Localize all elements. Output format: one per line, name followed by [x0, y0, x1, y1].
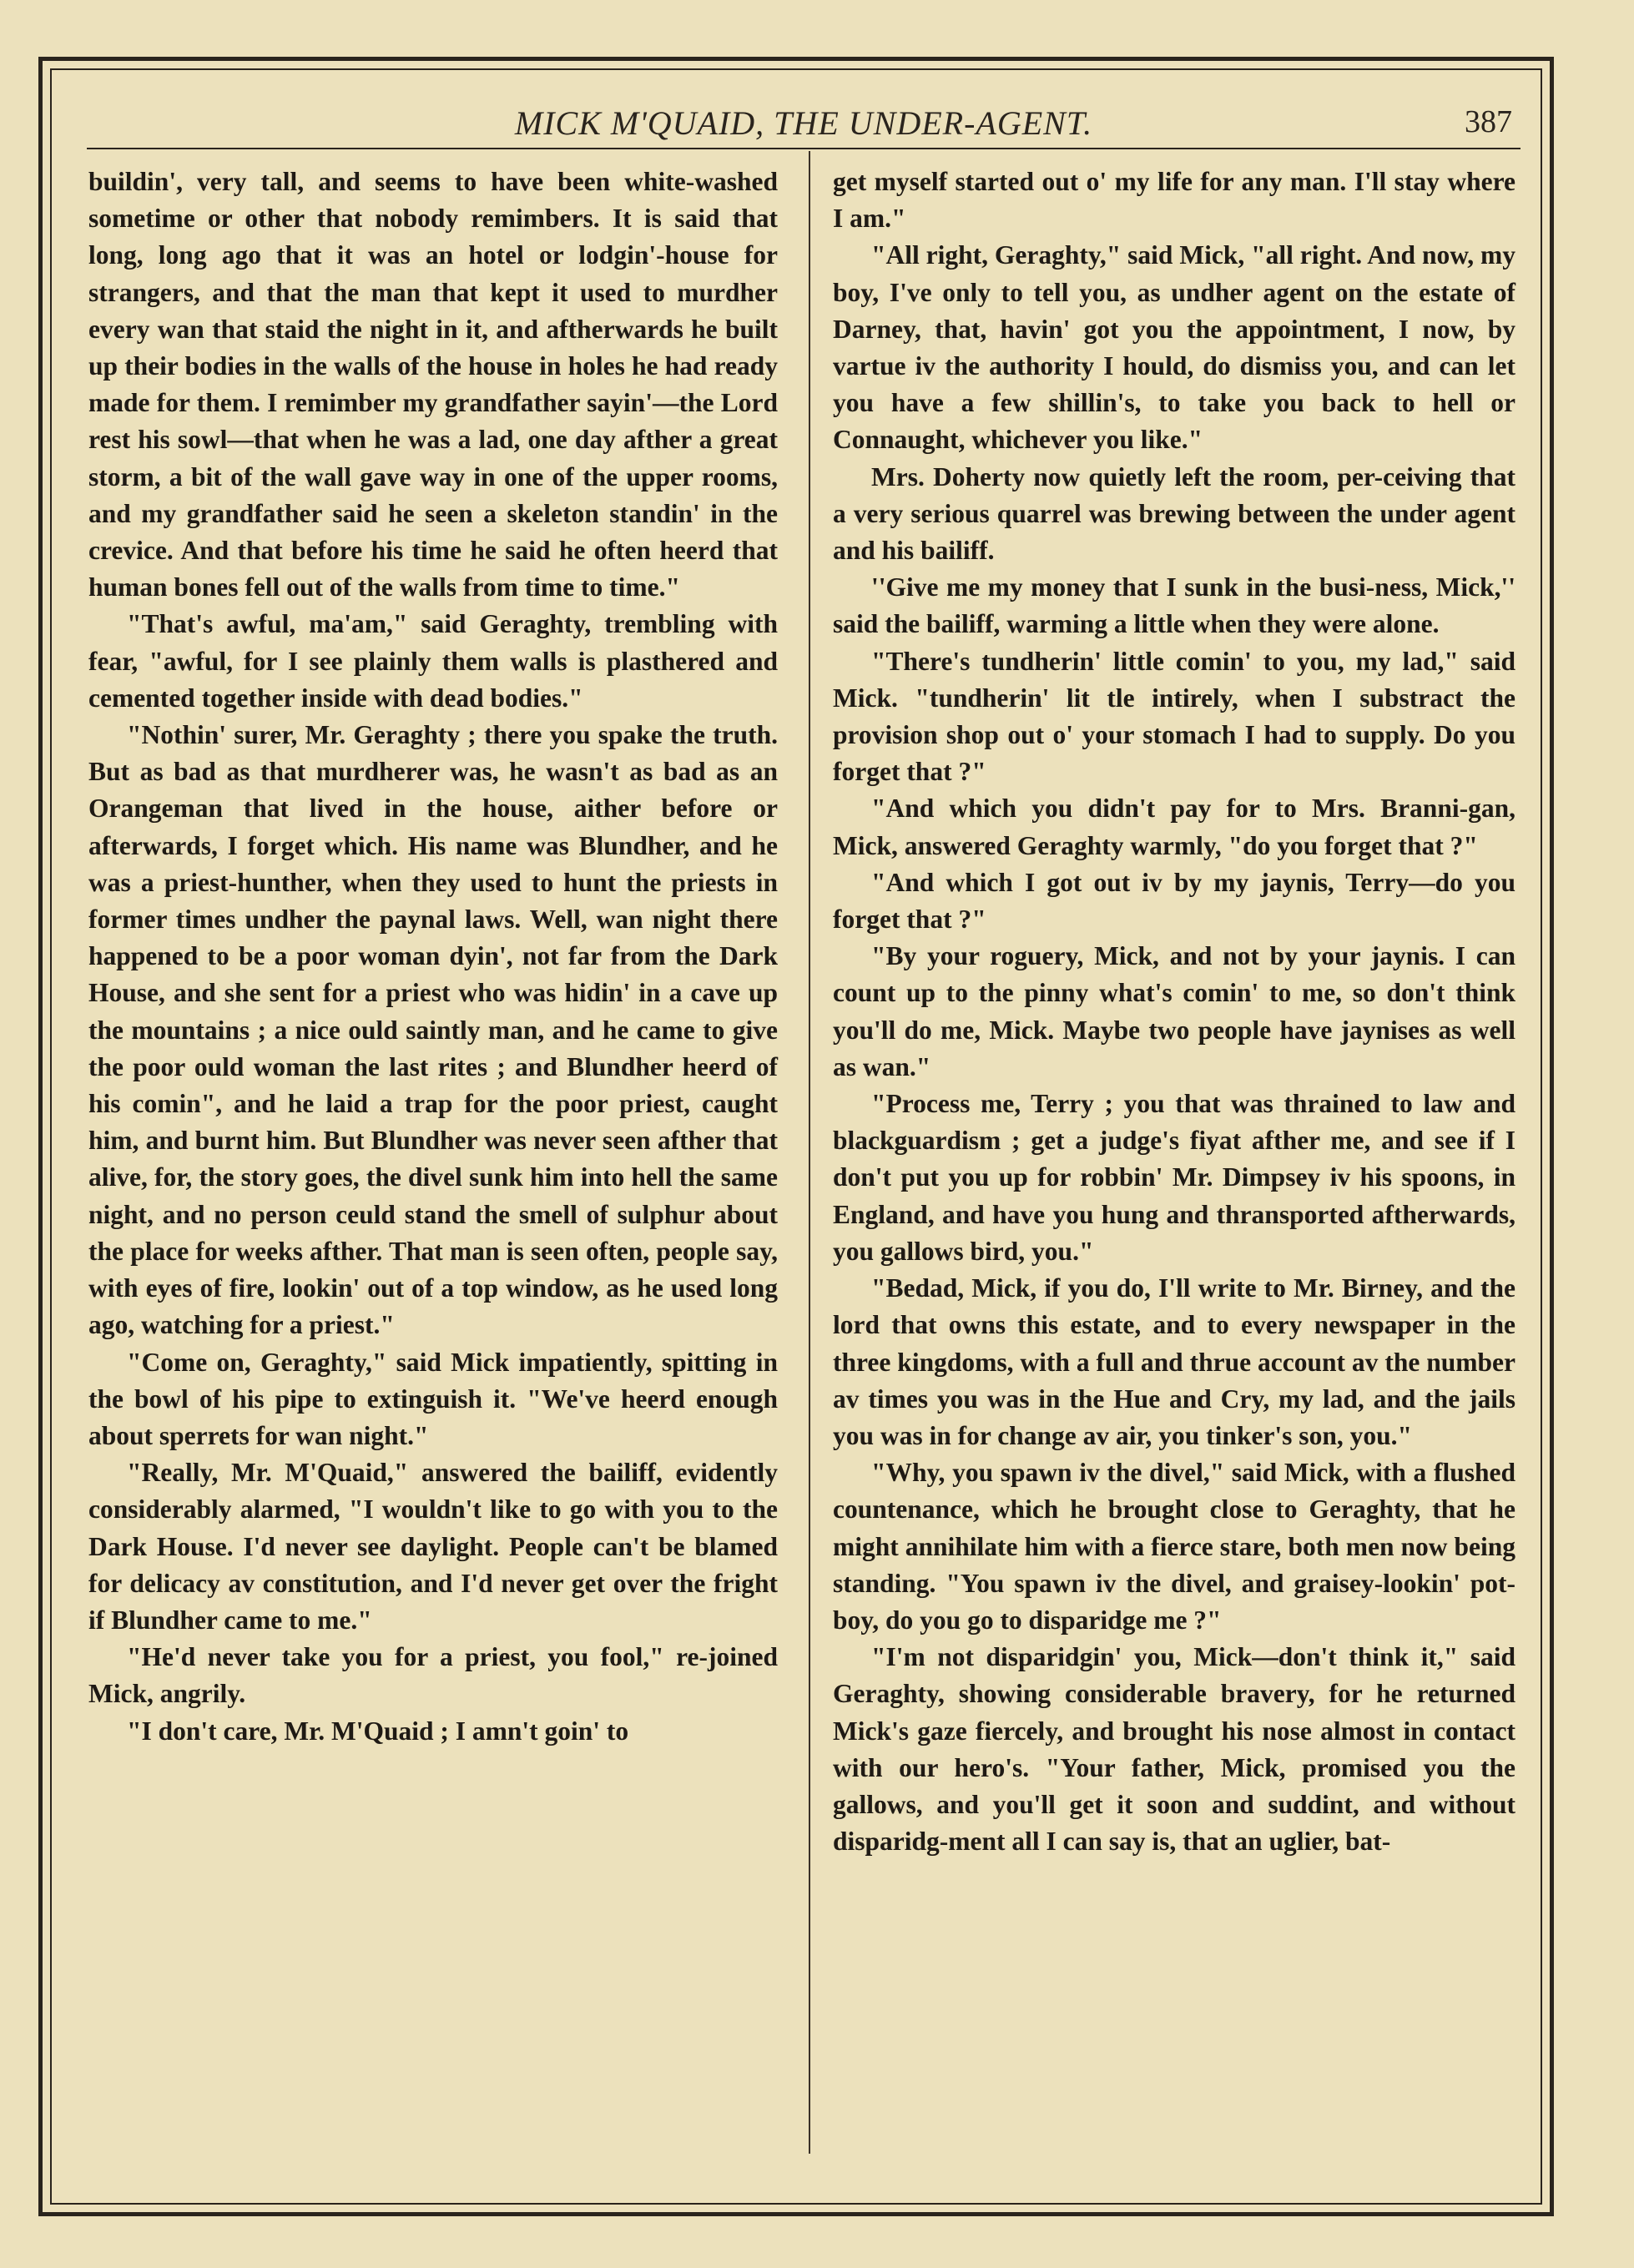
page-number: 387 — [1465, 104, 1512, 139]
right-paragraph: "And which I got out iv by my jaynis, Terry—do you forget that ?" — [833, 867, 1515, 935]
left-paragraph: "Come on, Geraghty," said Mick impatiently, spitting in the bowl of his pipe to extinguish it. "We've heerd enough about sperrets for wan night." — [88, 1347, 778, 1450]
right-paragraph: "Why, you spawn iv the divel," said Mick, with a flushed countenance, which he brought close to Geraghty, that he might annihilate him with a fierce stare, both men now being standing. "You spawn iv the divel, and graisey-lookin' pot-boy, do you go to disparidge me ?" — [833, 1458, 1515, 1635]
right-column — [833, 164, 1515, 1860]
left-paragraph: "That's awful, ma'am," said Geraghty, trembling with fear, "awful, for I see plainly them walls is plasthered and cemented together inside with dead bodies." — [88, 609, 778, 713]
right-paragraph: "There's tundherin' little comin' to you, my lad," said Mick. "tundherin' lit tle intirely, when I substract the provision shop out o' your stomach I had to supply. Do you forget that ?" — [833, 646, 1515, 787]
column-divider — [809, 151, 810, 2154]
left-paragraph: buildin', very tall, and seems to have been white-washed sometime or other that nobody remimbers. It is said that long, long ago that it was an hotel or lodgin'-house for strangers, and that the man that kept it used to murdher every wan that staid the night in it, and aftherwards he built up their bodies in the walls of the house in holes he had ready made for them. I remimber my grandfather sayin'—the Lord rest his sowl—that when he was a lad, one day afther a great storm, a bit of the wall gave way in one of the upper rooms, and my grandfather said he seen a skeleton standin' in the crevice. And that before his time he said he often heerd that human bones fell out of the walls from time to time." — [88, 167, 778, 602]
left-paragraph: "Really, Mr. M'Quaid," answered the bailiff, evidently considerably alarmed, "I wouldn't like to go with you to the Dark House. I'd never see daylight. People can't be blamed for delicacy av constitution, and I'd never get over the fright if Blundher came to me." — [88, 1458, 778, 1635]
right-paragraph: "Bedad, Mick, if you do, I'll write to Mr. Birney, and the lord that owns this estate, and to every newspaper in the three kingdoms, with a full and thrue account av the number av times you was in the Hue and Cry, my lad, and the jails you was in for change av air, you tinker's son, you." — [833, 1273, 1515, 1450]
right-paragraph: get myself started out o' my life for any man. I'll stay where I am." — [833, 167, 1515, 234]
right-paragraph: "All right, Geraghty," said Mick, "all right. And now, my boy, I've only to tell you, as undher agent on the estate of Darney, that, havin' got you the appointment, I now, by vartue iv the authority I hould, do dismiss you, and can let you have a few shillin's, to take you back to hell or Connaught, whichever you like." — [833, 240, 1515, 455]
page-header — [87, 97, 1521, 149]
right-paragraph: "I'm not disparidgin' you, Mick—don't think it," said Geraghty, showing considerable bravery, for he returned Mick's gaze fiercely, and brought his nose almost in contact with our hero's. "Your father, Mick, promised you the gallows, and you'll get it soon and suddint, and without disparidg-ment all I can say is, that an uglier, bat- — [833, 1642, 1515, 1857]
left-paragraph: "He'd never take you for a priest, you fool," re-joined Mick, angrily. — [88, 1642, 778, 1709]
right-paragraph: "Process me, Terry ; you that was thrained to law and blackguardism ; get a judge's fiyat afther me, and see if I don't put you up for robbin' Mr. Dimpsey iv his spoons, in England, and have you hung and thransported aftherwards, you gallows bird, you." — [833, 1089, 1515, 1266]
running-title: MICK M'QUAID, THE UNDER-AGENT. — [514, 104, 1093, 142]
left-paragraph: "I don't care, Mr. M'Quaid ; I amn't goin' to — [127, 1716, 629, 1746]
right-paragraph: "And which you didn't pay for to Mrs. Branni-gan, Mick, answered Geraghty warmly, "do you forget that ?" — [833, 794, 1515, 860]
header-rule — [87, 148, 1521, 149]
right-paragraph: Mrs. Doherty now quietly left the room, per-ceiving that a very serious quarrel was brewing between the under agent and his bailiff. — [833, 461, 1515, 566]
left-paragraph: "Nothin' surer, Mr. Geraghty ; there you spake the truth. But as bad as that murdherer was, he wasn't as bad as an Orangeman that lived in the house, aither before or afterwards, I forget which. His name was Blundher, and he was a priest-hunther, when they used to hunt the priests in former times undher the paynal laws. Well, wan night there happened to be a poor woman dyin', not far from the Dark House, and she sent for a priest who was hidin' in a cave up the mountains ; a nice ould saintly man, and he came to give the poor ould woman the last rites ; and Blundher heerd of his comin", and he laid a trap for the poor priest, caught him, and burnt him. But Blundher was never seen afther that alive, for, the story goes, the divel sunk him into hell the same night, and no person ceuld stand the smell of sulphur about the place for weeks afther. That man is seen often, people say, with eyes of fire, lookin' out of a top window, as he used long ago, watching for a priest." — [88, 720, 778, 1340]
right-paragraph: "By your roguery, Mick, and not by your jaynis. I can count up to the pinny what's comin' to me, so don't think you'll do me, Mick. Maybe two people have jaynises as well as wan." — [833, 941, 1515, 1081]
left-column — [88, 164, 778, 1750]
right-paragraph: ''Give me my money that I sunk in the busi-ness, Mick,'' said the bailiff, warming a little when they were alone. — [833, 572, 1515, 639]
